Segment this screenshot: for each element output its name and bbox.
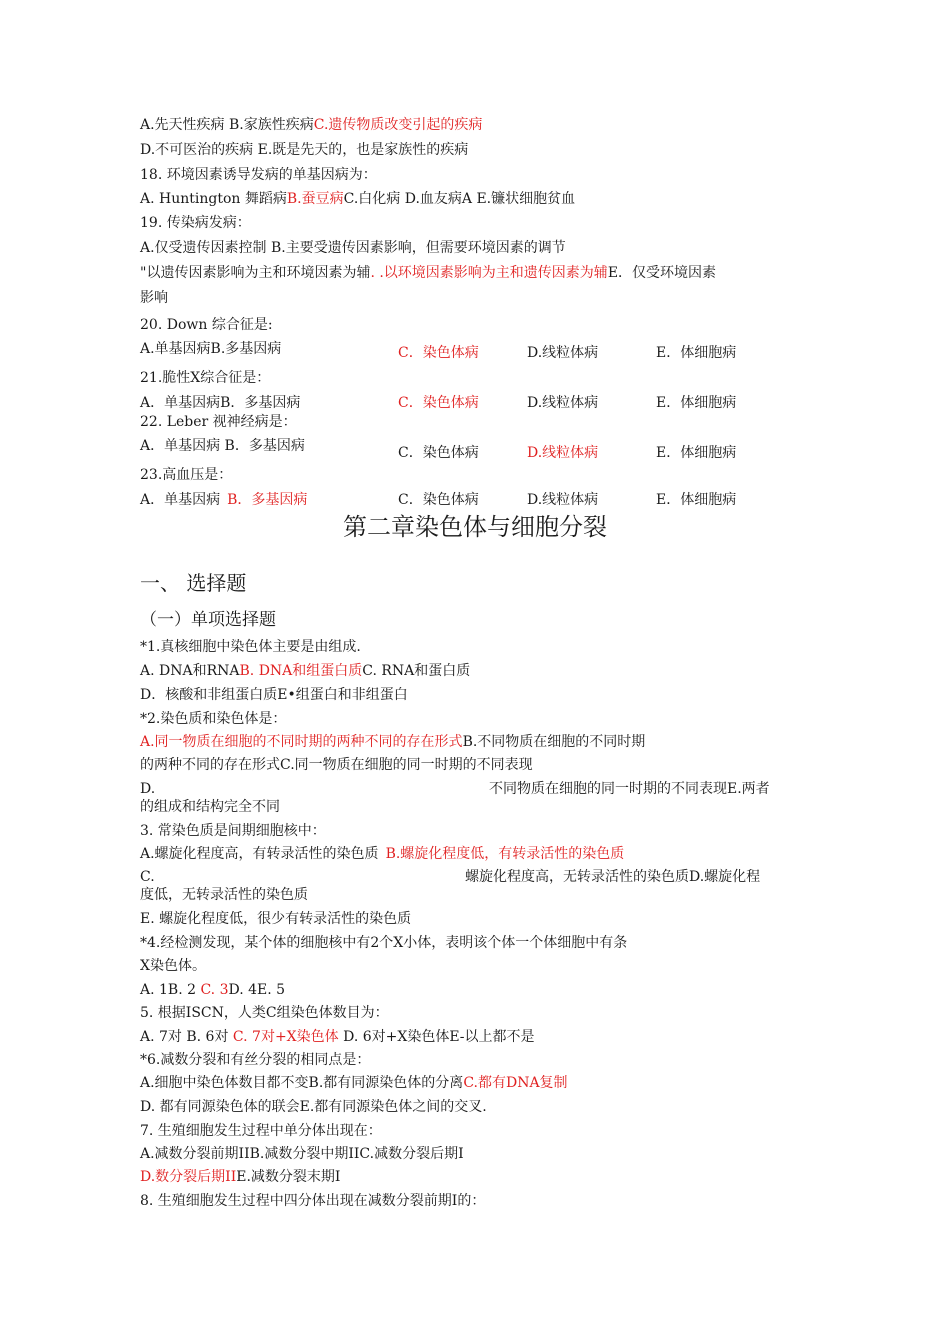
q20-option-ab: A.单基因病B.多基因病	[140, 341, 282, 357]
c3-stem: 3. 常染色质是间期细胞核中：	[140, 823, 326, 839]
q23-options-ab	[140, 491, 307, 509]
q17-options-line1	[140, 116, 482, 134]
c5-answer-c: C. 7对+X染色体	[232, 1029, 339, 1045]
c1-options-line2: D．核酸和非组蛋白质E•组蛋白和非组蛋白	[140, 687, 408, 703]
q22-option-e: E．体细胞病	[656, 445, 737, 461]
q22-stem: 22. Leber 视神经病是：	[140, 414, 297, 430]
c2-answer-a: A.同一物质在细胞的不同时期的两种不同的存在形式	[140, 734, 463, 750]
c2-options-line2: 的两种不同的存在形式C.同一物质在细胞的同一时期的不同表现	[140, 757, 533, 773]
c4-options	[140, 981, 285, 999]
c7-answer-d: D.数分裂后期II	[140, 1169, 237, 1185]
c4-stem: *4.经检测发现，某个体的细胞核中有2个X小体，表明该个体一个体细胞中有条	[140, 935, 628, 951]
c3-option-c-label: C.	[140, 869, 155, 885]
q21-option-d: D.线粒体病	[527, 395, 599, 411]
q20-answer-c: C．染色体病	[398, 345, 479, 361]
c5-options	[140, 1028, 535, 1046]
c2-options-line4: 的组成和结构完全不同	[140, 799, 280, 815]
c1-option-c: C. RNA和蛋白质	[362, 663, 471, 679]
q20-stem: 20. Down 综合征是:	[140, 317, 273, 333]
c6-answer-c: C.都有DNA复制	[463, 1075, 568, 1091]
chapter-title: 第二章染色体与细胞分裂	[343, 513, 607, 541]
q18-options-rest: C.白化病 D.血友病A E.镰状细胞贫血	[343, 191, 576, 207]
c1-option-a: A. DNA和RNA	[140, 663, 240, 679]
q18-option-a: A. Huntington 舞蹈病	[140, 191, 287, 207]
q20-option-e: E．体细胞病	[656, 345, 737, 361]
c6-options-line1	[140, 1074, 568, 1092]
q19-option-e: E．仅受环境因素	[607, 265, 717, 281]
c4-stem-line2: X染色体。	[140, 958, 206, 974]
c1-answer-b: B. DNA和组蛋白质	[239, 663, 363, 679]
q17-options-ab: A.先天性疾病 B.家族性疾病	[140, 117, 314, 133]
c4-options-de: D. 4E. 5	[228, 982, 286, 998]
q17-options-line2: D.不可医治的疾病 E.既是先天的，也是家族性的疾病	[140, 142, 469, 158]
q19-option-c: "以遗传因素影响为主和环境因素为辅	[140, 265, 371, 281]
q18-answer-b: B.蚕豆病	[286, 191, 344, 207]
c5-stem: 5. 根据ISCN，人类C组染色体数目为：	[140, 1005, 389, 1021]
q19-options-line3: 影响	[140, 290, 168, 306]
c3-answer-b: B.螺旋化程度低，有转录活性的染色质	[385, 846, 625, 862]
c5-options-ab: A. 7对 B. 6对	[140, 1029, 229, 1045]
q21-answer-c: C．染色体病	[398, 395, 479, 411]
q22-answer-d: D.线粒体病	[527, 445, 599, 461]
q23-option-a: A．单基因病	[140, 492, 221, 508]
q18-options	[140, 190, 575, 208]
q17-answer-c: C.遗传物质改变引起的疾病	[313, 117, 483, 133]
q23-option-c: C．染色体病	[398, 492, 479, 508]
c2-options-line1	[140, 733, 645, 751]
q21-option-ab: A．单基因病B．多基因病	[140, 395, 301, 411]
q19-options-line2	[140, 264, 716, 282]
q18-stem: 18. 环境因素诱导发病的单基因病为：	[140, 167, 377, 183]
q23-option-d: D.线粒体病	[527, 492, 599, 508]
q21-stem: 21.脆性X综合征是：	[140, 370, 271, 386]
c6-options-line2: D. 都有同源染色体的联会E.都有同源染色体之间的交叉.	[140, 1099, 487, 1115]
c8-stem: 8. 生殖细胞发生过程中四分体出现在减数分裂前期I的：	[140, 1193, 486, 1209]
c7-options-line1: A.减数分裂前期IIB.减数分裂中期IIC.减数分裂后期I	[140, 1146, 464, 1162]
c7-option-e: E.减数分裂末期I	[236, 1169, 341, 1185]
c5-options-de: D. 6对+X染色体E-以上都不是	[343, 1029, 535, 1045]
c6-options-ab: A.细胞中染色体数目都不变B.都有同源染色体的分离	[140, 1075, 464, 1091]
c3-options-line1	[140, 845, 624, 863]
c2-option-d-label: D.	[140, 781, 156, 797]
c3-option-e: E. 螺旋化程度低，很少有转录活性的染色质	[140, 911, 412, 927]
q20-option-d: D.线粒体病	[527, 345, 599, 361]
c3-option-c-text: 螺旋化程度高，无转录活性的染色质D.螺旋化程	[465, 869, 761, 885]
c4-options-ab: A. 1B. 2	[140, 982, 197, 998]
q22-option-ab: A．单基因病 B．多基因病	[140, 438, 305, 454]
q23-option-e: E．体细胞病	[656, 492, 737, 508]
subsection-title: （一）单项选择题	[140, 610, 276, 630]
q23-stem: 23.高血压是：	[140, 467, 233, 483]
q19-stem: 19. 传染病发病：	[140, 215, 251, 231]
c7-stem: 7. 生殖细胞发生过程中单分体出现在：	[140, 1123, 382, 1139]
c2-option-d-text: 不同物质在细胞的同一时期的不同表现E.两者	[489, 781, 770, 797]
c1-stem: *1.真核细胞中染色体主要是由组成.	[140, 639, 361, 655]
c3-option-a: A.螺旋化程度高，有转录活性的染色质	[140, 846, 379, 862]
q19-answer-d: . .以环境因素影响为主和遗传因素为辅	[370, 265, 608, 281]
q22-option-c: C．染色体病	[398, 445, 479, 461]
c6-stem: *6.减数分裂和有丝分裂的相同点是：	[140, 1052, 371, 1068]
c1-options-line1	[140, 662, 470, 680]
c7-options-line2	[140, 1168, 340, 1186]
section-title: 一、 选择题	[140, 571, 247, 595]
c2-option-b: B.不同物质在细胞的不同时期	[462, 734, 646, 750]
q19-options-line1: A.仅受遗传因素控制 B.主要受遗传因素影响，但需要环境因素的调节	[140, 240, 566, 256]
q23-answer-b: B．多基因病	[227, 492, 308, 508]
c2-stem: *2.染色质和染色体是：	[140, 711, 287, 727]
q21-option-e: E．体细胞病	[656, 395, 737, 411]
c4-answer-c: C. 3	[200, 982, 229, 998]
c3-options-line3: 度低，无转录活性的染色质	[140, 887, 308, 903]
